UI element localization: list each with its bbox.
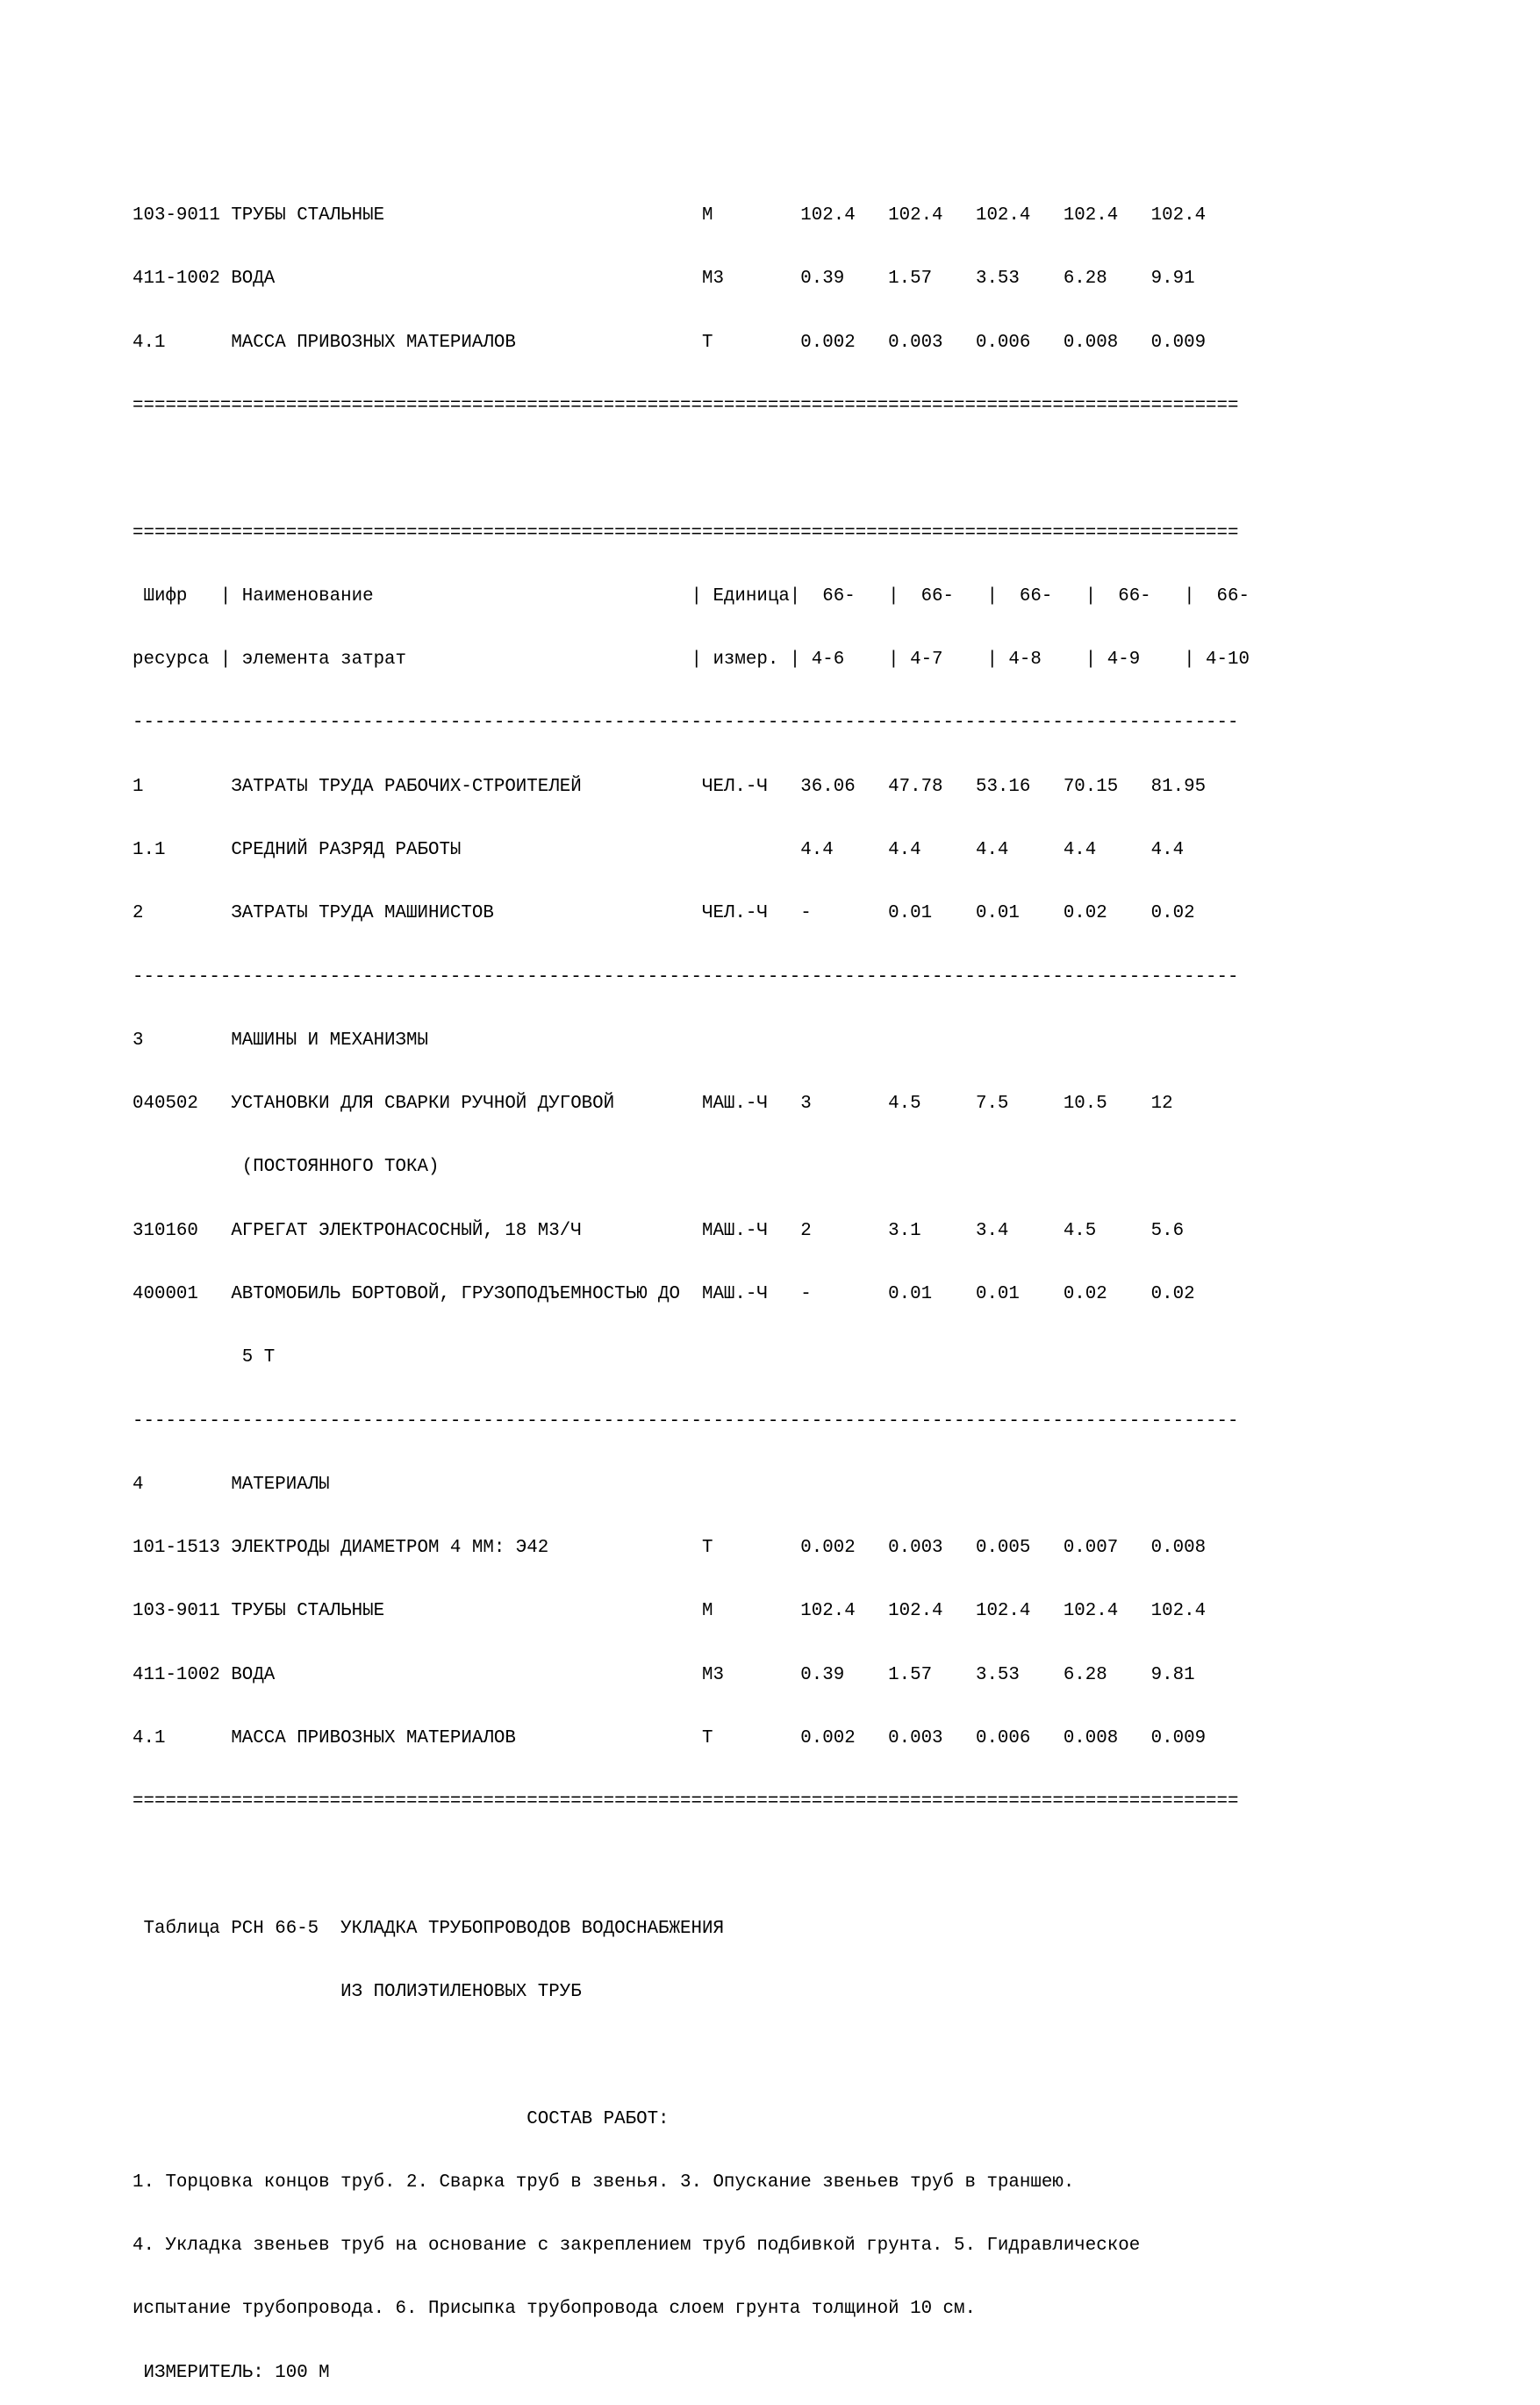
text-line: 103-9011 ТРУБЫ СТАЛЬНЫЕ М 102.4 102.4 102.4 102.4 102.4 <box>133 205 1207 226</box>
table-row: 4.1 МАССА ПРИВОЗНЫХ МАТЕРИАЛОВ Т 0.002 0.003 0.006 0.008 0.009 <box>133 1727 1207 1748</box>
text-line: 411-1002 ВОДА М3 0.39 1.57 3.53 6.28 9.91 <box>133 269 1195 290</box>
table-row: 310160 АГРЕГАТ ЭЛЕКТРОНАСОСНЫЙ, 18 М3/Ч МАШ.-Ч 2 3.1 3.4 4.5 5.6 <box>133 1220 1185 1241</box>
work-composition-text: 1. Торцовка концов труб. 2. Сварка труб в звенья. 3. Опускание звеньев труб в траншею. <box>133 2172 1075 2193</box>
dashed-rule: ----------------------------------------------------------------------------------------------------- <box>133 966 1239 987</box>
table-row-continuation: (ПОСТОЯННОГО ТОКА) <box>133 1157 440 1178</box>
table-row: 103-9011 ТРУБЫ СТАЛЬНЫЕ М 102.4 102.4 102.4 102.4 102.4 <box>133 1601 1207 1622</box>
work-composition-heading: СОСТАВ РАБОТ: <box>133 2108 670 2129</box>
table-header-row: ресурса | элемента затрат | измер. | 4-6 | 4-7 | 4-8 | 4-9 | 4-10 <box>133 650 1250 671</box>
table-row: 2 ЗАТРАТЫ ТРУДА МАШИНИСТОВ ЧЕЛ.-Ч - 0.01 0.01 0.02 0.02 <box>133 903 1195 924</box>
table-title: ИЗ ПОЛИЭТИЛЕНОВЫХ ТРУБ <box>133 1982 582 2003</box>
table-row: 101-1513 ЭЛЕКТРОДЫ ДИАМЕТРОМ 4 ММ: Э42 Т 0.002 0.003 0.005 0.007 0.008 <box>133 1538 1207 1559</box>
dashed-rule: ----------------------------------------------------------------------------------------------------- <box>133 713 1239 734</box>
double-rule: ===================================================================================================== <box>133 522 1239 543</box>
dashed-rule: ----------------------------------------------------------------------------------------------------- <box>133 1411 1239 1432</box>
table-row-continuation: 5 Т <box>133 1347 276 1368</box>
table-title: Таблица РСН 66-5 УКЛАДКА ТРУБОПРОВОДОВ ВОДОСНАБЖЕНИЯ <box>133 1918 724 1939</box>
document-body <box>133 163 1250 2405</box>
table-row: 400001 АВТОМОБИЛЬ БОРТОВОЙ, ГРУЗОПОДЪЕМНОСТЬЮ ДО МАШ.-Ч - 0.01 0.01 0.02 0.02 <box>133 1283 1195 1304</box>
text-line: 4.1 МАССА ПРИВОЗНЫХ МАТЕРИАЛОВ Т 0.002 0.003 0.006 0.008 0.009 <box>133 332 1207 353</box>
table-row: 411-1002 ВОДА М3 0.39 1.57 3.53 6.28 9.81 <box>133 1664 1195 1685</box>
table-row: 040502 УСТАНОВКИ ДЛЯ СВАРКИ РУЧНОЙ ДУГОВОЙ МАШ.-Ч 3 4.5 7.5 10.5 12 <box>133 1094 1173 1115</box>
table-row: 1.1 СРЕДНИЙ РАЗРЯД РАБОТЫ 4.4 4.4 4.4 4.4 4.4 <box>133 840 1185 860</box>
blank-line <box>133 2045 1250 2066</box>
blank-line <box>133 1856 1250 1877</box>
table-section-heading: 4 МАТЕРИАЛЫ <box>133 1474 330 1495</box>
blank-line <box>133 459 1250 480</box>
table-row: 1 ЗАТРАТЫ ТРУДА РАБОЧИХ-СТРОИТЕЛЕЙ ЧЕЛ.-Ч 36.06 47.78 53.16 70.15 81.95 <box>133 776 1207 797</box>
work-composition-text: испытание трубопровода. 6. Присыпка трубопровода слоем грунта толщиной 10 см. <box>133 2299 976 2320</box>
double-rule: ===================================================================================================== <box>133 396 1239 417</box>
measure-unit-line: ИЗМЕРИТЕЛЬ: 100 М <box>133 2362 330 2383</box>
work-composition-text: 4. Укладка звеньев труб на основание с закреплением труб подбивкой грунта. 5. Гидравлическое <box>133 2236 1141 2257</box>
table-section-heading: 3 МАШИНЫ И МЕХАНИЗМЫ <box>133 1030 428 1051</box>
table-header-row: Шифр | Наименование | Единица| 66- | 66- | 66- | 66- | 66- <box>133 585 1250 607</box>
double-rule: ===================================================================================================== <box>133 1791 1239 1813</box>
